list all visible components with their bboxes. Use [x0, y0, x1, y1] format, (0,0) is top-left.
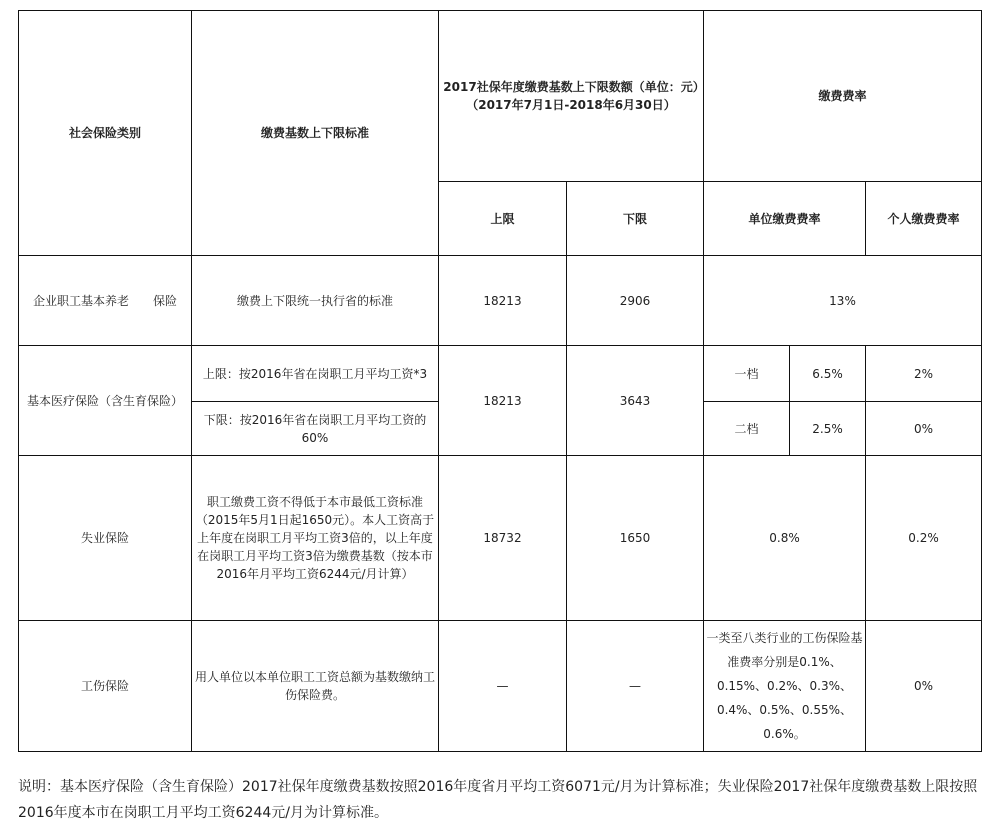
header-base-amount-text: 2017社保年度缴费基数上下限数额（单位：元）（2017年7月1日-2018年6月30日） — [443, 80, 699, 112]
medical-tier2-personal: 0% — [866, 402, 982, 456]
medical-tier2-label: 二档 — [704, 402, 790, 456]
insurance-table — [18, 10, 982, 752]
pension-employer-rate: 13% — [704, 256, 982, 346]
injury-upper: — — [439, 621, 567, 752]
header-rate: 缴费费率 — [704, 11, 982, 182]
unemployment-upper: 18732 — [439, 456, 567, 621]
medical-standard-upper: 上限：按2016年省在岗职工月平均工资*3 — [192, 346, 439, 402]
unemployment-employer-rate: 0.8% — [704, 456, 866, 621]
header-lower: 下限 — [567, 182, 704, 256]
pension-standard: 缴费上下限统一执行省的标准 — [192, 256, 439, 346]
header-employer-rate: 单位缴费费率 — [704, 182, 866, 256]
footnote: 说明：基本医疗保险（含生育保险）2017社保年度缴费基数按照2016年度省月平均工资6071元/月为计算标准；失业保险2017社保年度缴费基数上限按照2016年度本市在岗职工月平均工资6244元/月为计算标准。 — [18, 779, 978, 821]
unemployment-lower: 1650 — [567, 456, 704, 621]
medical-name — [19, 346, 192, 456]
medical-tier1-label: 一档 — [704, 346, 790, 402]
unemployment-standard: 职工缴费工资不得低于本市最低工资标准（2015年5月1日起1650元）。本人工资高于上年度在岗职工月平均工资3倍的，以上年度在岗职工月平均工资3倍为缴费基数（按本市2016年月平均工资6244元/月计算） — [192, 456, 439, 621]
pension-lower: 2906 — [567, 256, 704, 346]
pension-upper: 18213 — [439, 256, 567, 346]
header-category: 社会保险类别 — [19, 11, 192, 256]
medical-standard-lower: 下限：按2016年省在岗职工月平均工资的60% — [192, 402, 439, 456]
injury-lower: — — [567, 621, 704, 752]
medical-lower: 3643 — [567, 346, 704, 456]
medical-tier1-rate: 6.5% — [790, 346, 866, 402]
medical-tier2-rate: 2.5% — [790, 402, 866, 456]
medical-name-text: 基本医疗保险（含生育保险） — [26, 393, 183, 408]
table-row-unemployment — [19, 456, 982, 621]
injury-employer-rate — [704, 621, 866, 752]
injury-standard: 用人单位以本单位职工工资总额为基数缴纳工伤保险费。 — [192, 621, 439, 752]
unemployment-name: 失业保险 — [19, 456, 192, 621]
injury-employer-rate-text: 一类至八类行业的工伤保险基准费率分别是0.1%、0.15%、0.2%、0.3%、0.4%、0.5%、0.55%、0.6%。 — [706, 631, 863, 741]
injury-personal-rate: 0% — [866, 621, 982, 752]
table-row-medical — [19, 346, 982, 402]
medical-upper: 18213 — [439, 346, 567, 456]
medical-tier1-personal: 2% — [866, 346, 982, 402]
injury-name: 工伤保险 — [19, 621, 192, 752]
pension-name: 企业职工基本养老 保险 — [19, 256, 192, 346]
table-row-pension — [19, 256, 982, 346]
header-base-amount — [439, 11, 704, 182]
unemployment-personal-rate: 0.2% — [866, 456, 982, 621]
table-row-injury — [19, 621, 982, 752]
header-standard: 缴费基数上下限标准 — [192, 11, 439, 256]
header-personal-rate: 个人缴费费率 — [866, 182, 982, 256]
header-upper: 上限 — [439, 182, 567, 256]
